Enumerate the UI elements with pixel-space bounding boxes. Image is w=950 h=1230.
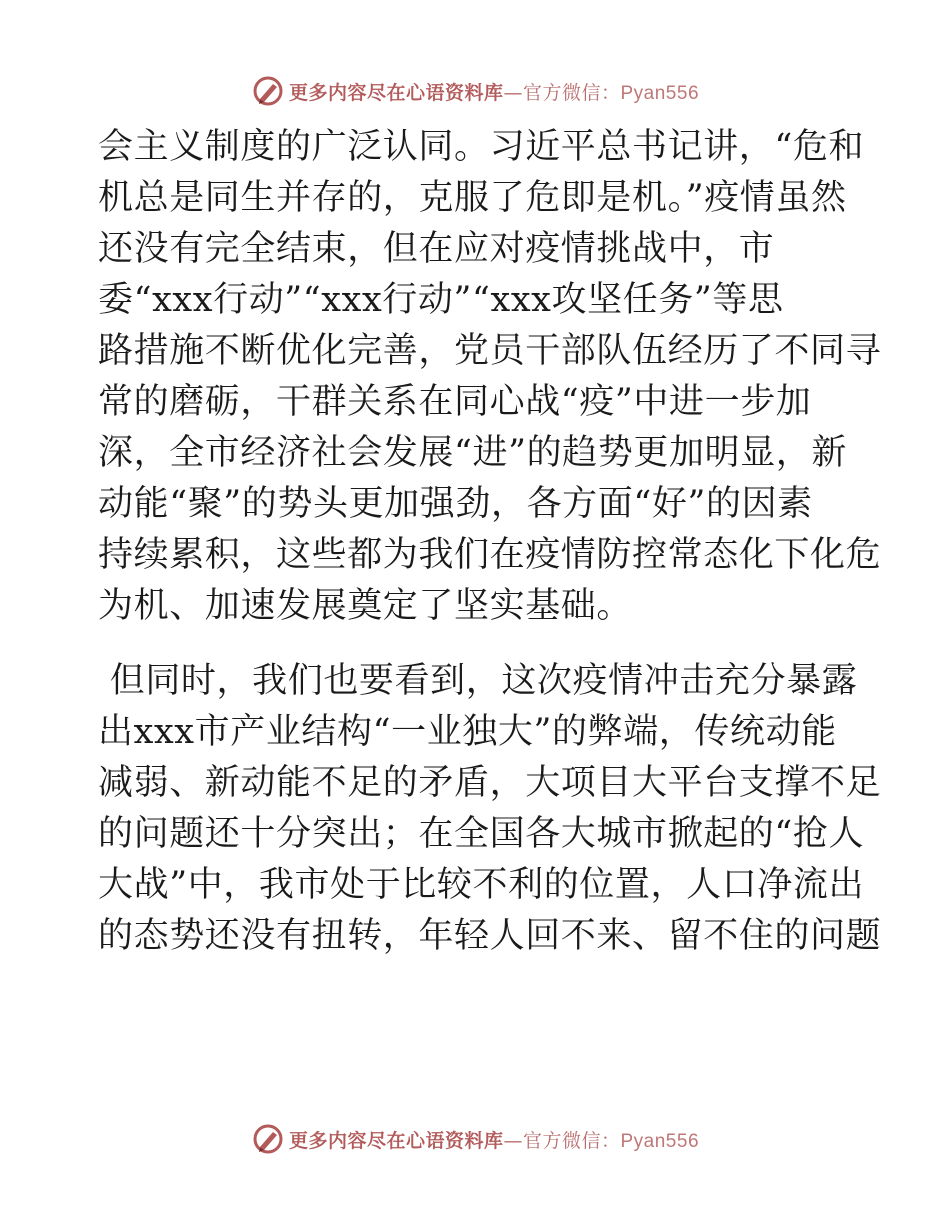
text-line: 深，全市经济社会发展“进”的趋势更加明显，新 [98,433,847,473]
text-line: 动能“聚”的势头更加强劲，各方面“好”的因素 [98,484,813,524]
footer-banner-dash: — [503,1129,523,1152]
pen-logo-icon [251,1122,285,1156]
footer-banner [0,1119,950,1159]
pen-logo-icon [251,74,285,108]
text-line: 减弱、新动能不足的矛盾，大项目大平台支撑不足 [98,763,882,803]
header-wechat-id: Pyan556 [620,82,700,104]
paragraph-2 [98,656,882,962]
text-line: 但同时，我们也要看到，这次疫情冲击充分暴露 [98,661,858,701]
paragraph-gap [98,632,858,656]
footer-banner-title: 更多内容尽在心语资料库 [288,1129,504,1152]
text-line: 的态势还没有扭转，年轻人回不来、留不住的问题 [98,916,882,956]
text-line: 的问题还十分突出；在全国各大城市掀起的“抢人 [98,814,865,854]
header-banner-dash: — [503,81,523,104]
header-banner [0,71,950,111]
text-line: 大战”中，我市处于比较不利的位置，人口净流出 [98,865,865,905]
text-line: 持续累积，这些都为我们在疫情防控常态化下化危 [98,535,882,575]
text-line: 机总是同生并存的，克服了危即是机。”疫情虽然 [98,178,847,218]
paragraph-1 [98,122,882,632]
text-line: 常的磨砺，干群关系在同心战“疫”中进一步加 [98,382,812,422]
footer-banner-text [289,1126,699,1153]
header-banner-title: 更多内容尽在心语资料库 [288,81,504,104]
text-line: 出xxx市产业结构“一业独大”的弊端，传统动能 [98,712,837,752]
text-line: 路措施不断优化完善，党员干部队伍经历了不同寻 [98,331,882,371]
text-line: 还没有完全结束，但在应对疫情挑战中，市 [98,229,775,269]
header-banner-text [289,78,699,105]
text-line: 会主义制度的广泛认同。习近平总书记讲，“危和 [98,127,865,167]
footer-banner-label: 官方微信： [522,1129,621,1152]
text-line: 为机、加速发展奠定了坚实基础。 [98,586,633,626]
footer-wechat-id: Pyan556 [620,1130,700,1152]
text-line: 委“xxx行动”“xxx行动”“xxx攻坚任务”等思 [98,280,784,320]
header-banner-label: 官方微信： [522,81,621,104]
document-body [98,122,882,962]
